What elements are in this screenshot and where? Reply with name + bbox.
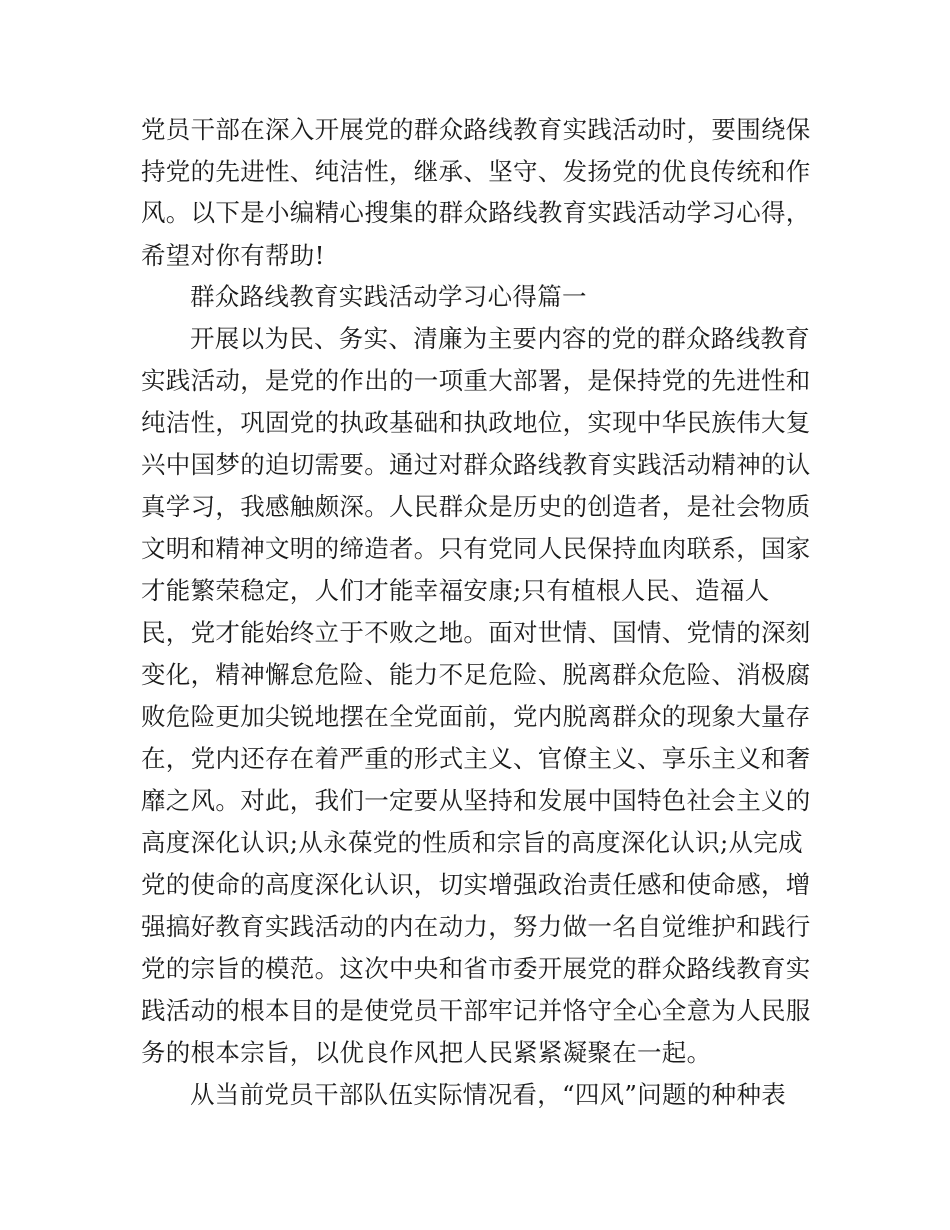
text-line: 党员干部在深入开展党的群众路线教育实践活动时，要围绕保 <box>141 115 811 144</box>
text-line: 持党的先进性、纯洁性，继承、坚守、发扬党的优良传统和作 <box>141 157 811 186</box>
paragraph-start: 从当前党员干部队伍实际情况看，“四风”问题的种种表 <box>190 1080 787 1109</box>
text-line: 才能繁荣稳定，人们才能幸福安康;只有植根人民、造福人 <box>141 576 770 605</box>
text-line: 文明和精神文明的缔造者。只有党同人民保持血肉联系，国家 <box>141 534 811 563</box>
text-line: 民，党才能始终立于不败之地。面对世情、国情、党情的深刻 <box>141 618 811 647</box>
text-line: 务的根本宗旨，以优良作风把人民紧紧凝聚在一起。 <box>141 1038 712 1067</box>
section-heading: 群众路线教育实践活动学习心得篇一 <box>190 282 587 311</box>
text-line: 践活动的根本目的是使党员干部牢记并恪守全心全意为人民服 <box>141 996 811 1025</box>
text-line: 真学习，我感触颇深。人民群众是历史的创造者，是社会物质 <box>141 492 811 521</box>
text-line: 党的使命的高度深化认识，切实增强政治责任感和使命感，增 <box>141 870 811 899</box>
text-line: 风。以下是小编精心搜集的群众路线教育实践活动学习心得， <box>141 198 811 227</box>
text-line: 在，党内还存在着严重的形式主义、官僚主义、享乐主义和奢 <box>141 744 811 773</box>
text-line: 强搞好教育实践活动的内在动力，努力做一名自觉维护和践行 <box>141 912 811 941</box>
paragraph-start: 开展以为民、务实、清廉为主要内容的党的群众路线教育 <box>190 324 810 353</box>
text-line: 变化，精神懈怠危险、能力不足危险、脱离群众危险、消极腐 <box>141 660 811 689</box>
text-line: 靡之风。对此，我们一定要从坚持和发展中国特色社会主义的 <box>141 786 811 815</box>
text-line: 党的宗旨的模范。这次中央和省市委开展党的群众路线教育实 <box>141 954 811 983</box>
text-line: 败危险更加尖锐地摆在全党面前，党内脱离群众的现象大量存 <box>141 702 811 731</box>
text-line: 纯洁性，巩固党的执政基础和执政地位，实现中华民族伟大复 <box>141 408 811 437</box>
text-line: 高度深化认识;从永葆党的性质和宗旨的高度深化认识;从完成 <box>141 828 803 857</box>
text-line: 希望对你有帮助! <box>141 241 325 270</box>
text-line: 实践活动，是党的作出的一项重大部署，是保持党的先进性和 <box>141 366 811 395</box>
text-line: 兴中国梦的迫切需要。通过对群众路线教育实践活动精神的认 <box>141 450 811 479</box>
